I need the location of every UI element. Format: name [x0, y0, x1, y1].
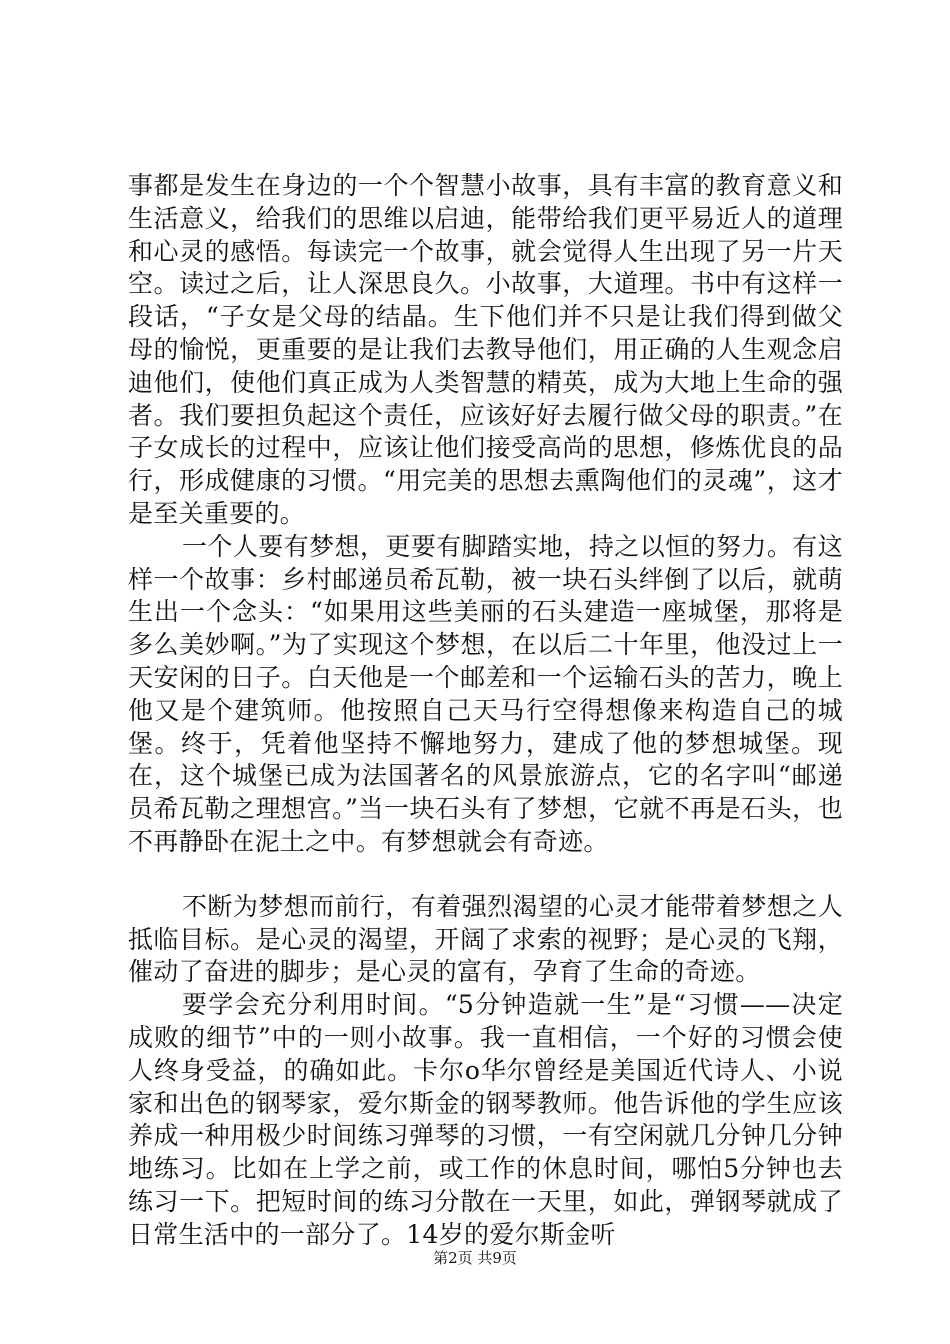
body-text: [128, 170, 843, 1252]
paragraph-1: 事都是发生在身边的一个个智慧小故事，具有丰富的教育意义和生活意义，给我们的思维以启迪，能带给我们更平易近人的道理和心灵的感悟。每读完一个故事，就会觉得人生出现了另一片天空。读过之后，让人深思良久。小故事，大道理。书中有这样一段话，“子女是父母的结晶。生下他们并不只是让我们得到做父母的愉悦，更重要的是让我们去教导他们，用正确的人生观念启迪他们，使他们真正成为人类智慧的精英，成为大地上生命的强者。我们要担负起这个责任，应该好好去履行做父母的职责。”在子女成长的过程中，应该让他们接受高尚的思想，修炼优良的品行，形成健康的习惯。“用完美的思想去熏陶他们的灵魂”，这才是至关重要的。: [128, 171, 843, 528]
paragraph-2: 一个人要有梦想，更要有脚踏实地，持之以恒的努力。有这样一个故事：乡村邮递员希瓦勒，被一块石头绊倒了以后，就萌生出一个念头：“如果用这些美丽的石头建造一座城堡，那将是多么美妙啊。”为了实现这个梦想，在以后二十年里，他没过上一天安闲的日子。白天他是一个邮差和一个运输石头的苦力，晚上他又是个建筑师。他按照自己天马行空得想像来构造自己的城堡。终于，凭着他坚持不懈地努力，建成了他的梦想城堡。现在，这个城堡已成为法国著名的风景旅游点，它的名字叫“邮递员希瓦勒之理想宫。”当一块石头有了梦想，它就不再是石头，也不再静卧在泥土之中。有梦想就会有奇迹。: [128, 531, 843, 856]
page-number-footer: 第2页 共9页: [433, 1249, 517, 1267]
paragraph-3: 不断为梦想而前行，有着强烈渴望的心灵才能带着梦想之人抵临目标。是心灵的渴望，开阔了求索的视野；是心灵的飞翔，催动了奋进的脚步；是心灵的富有，孕育了生命的奇迹。: [128, 891, 843, 987]
paragraph-4: 要学会充分利用时间。“5分钟造就一生”是“习惯——决定成败的细节”中的一则小故事。我一直相信，一个好的习惯会使人终身受益，的确如此。卡尔ο华尔曾经是美国近代诗人、小说家和出色的钢琴家，爱尔斯金的钢琴教师。他告诉他的学生应该养成一种用极少时间练习弹琴的习惯，一有空闲就几分钟几分钟地练习。比如在上学之前，或工作的休息时间，哪怕5分钟也去练习一下。把短时间的练习分散在一天里，如此，弹钢琴就成了日常生活中的一部分了。14岁的爱尔斯金听: [128, 990, 843, 1249]
